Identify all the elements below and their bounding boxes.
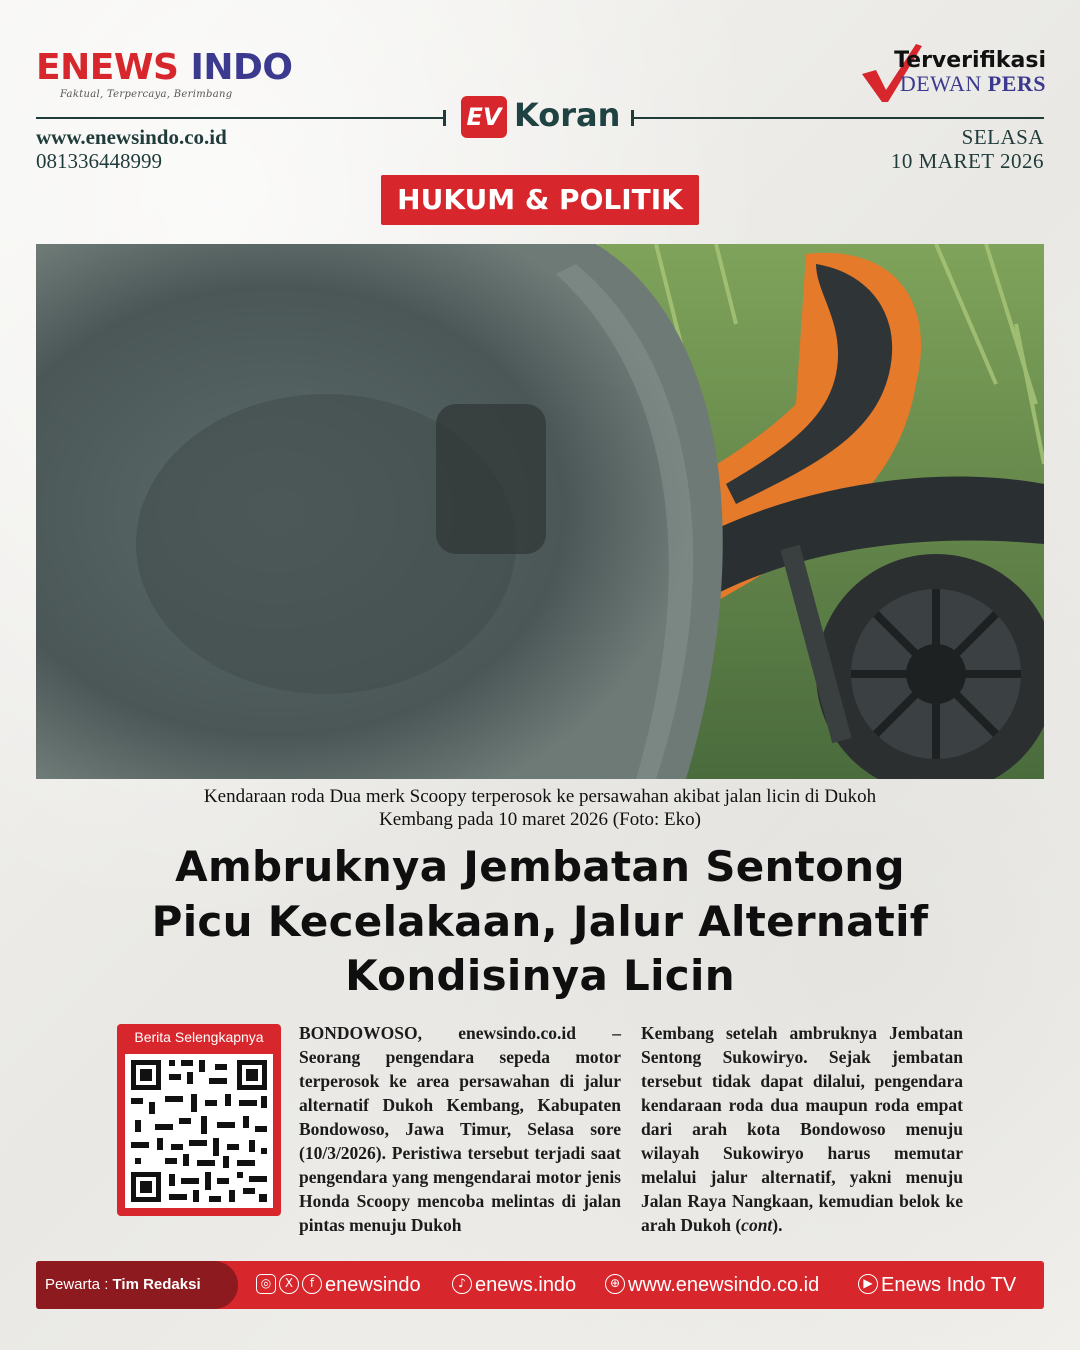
brand-part2: INDO — [190, 47, 293, 88]
caption-line2: Kembang pada 10 maret 2026 (Foto: Eko) — [379, 809, 701, 831]
photo-caption — [60, 785, 1020, 831]
verified-badge — [894, 50, 1046, 95]
caption-line1: Kendaraan roda Dua merk Scoopy terperosok ke persawahan akibat jalan licin di Dukoh — [203, 786, 877, 807]
qr-code[interactable] — [125, 1054, 273, 1208]
headline-line2: Picu Kecelakaan, Jalur Alternatif — [151, 896, 929, 946]
verified-subtitle: DEWAN PERS — [899, 71, 1046, 96]
brand-logo — [36, 47, 293, 88]
header-website[interactable]: www.enewsindo.co.id — [36, 125, 227, 149]
footer-website[interactable]: www.enewsindo.co.id — [628, 1274, 820, 1296]
news-photo — [36, 244, 1044, 779]
category-badge: HUKUM & POLITIK — [381, 175, 699, 225]
youtube-channel[interactable]: Enews Indo TV — [881, 1274, 1017, 1296]
tiktok-link[interactable] — [452, 1261, 576, 1309]
article-column-1: BONDOWOSO, enewsindo.co.id – Seorang pengendara sepeda motor terperosok ke area persawahan di jalur alternatif Dukoh Kembang, Kabupaten Bondowoso, Jawa Timur, Selasa sore (10/3/2026). Peristiwa tersebut terjadi saat pengendara yang mengendarai motor jenis Honda Scoopy mencoba melintas di jalan pintas menuju Dukoh — [299, 1023, 621, 1235]
header-date: 10 MARET 2026 — [890, 149, 1044, 173]
ev-logo-icon: EV — [461, 96, 507, 138]
headline-line1: Ambruknya Jembatan Sentong — [175, 842, 905, 891]
youtube-link[interactable] — [858, 1261, 1016, 1309]
reporter-credit: Pewarta : Tim Redaksi — [36, 1261, 238, 1309]
header-rule-cap-left — [443, 110, 446, 126]
instagram-icon[interactable]: ◎ — [256, 1274, 276, 1294]
brand-part1: ENEWS — [36, 47, 179, 88]
qr-title: Berita Selengkapnya — [134, 1029, 264, 1045]
social-links[interactable] — [256, 1261, 421, 1309]
header-rule-cap-right — [631, 110, 634, 126]
youtube-icon[interactable]: ▶ — [858, 1274, 878, 1294]
facebook-icon[interactable]: f — [302, 1274, 322, 1294]
social-handle[interactable]: enewsindo — [325, 1274, 421, 1296]
brand-tagline: Faktual, Terpercaya, Berimbang — [60, 89, 233, 100]
header-rule-right — [632, 117, 1044, 119]
cont-marker: cont — [741, 1215, 773, 1235]
verified-title: Terverifikasi — [894, 48, 1046, 73]
header-phone: 081336448999 — [36, 149, 162, 173]
article-column-2: Kembang setelah ambruknya Jembatan Sentong Sukowiryo. Sejak jembatan tersebut tidak dapat dilalui, pengendara kendaraan roda dua maupun roda empat dari arah kota Bondowoso menuju wilayah Sukowiryo harus memutar melalui jalur alternatif, yakni menuju Jalan Raya Nangkaan, kemudian belok ke arah Dukoh (cont). — [641, 1023, 963, 1235]
headline-line3: Kondisinya Licin — [345, 951, 735, 1001]
tiktok-handle[interactable]: enews.indo — [475, 1274, 577, 1296]
x-icon[interactable]: X — [279, 1274, 299, 1294]
header-day: SELASA — [961, 125, 1044, 149]
globe-icon[interactable]: ⊕ — [605, 1274, 625, 1294]
website-link[interactable] — [605, 1261, 819, 1309]
article-headline — [60, 840, 1020, 1004]
edition-label: Koran — [514, 96, 621, 134]
header-rule-left — [36, 117, 446, 119]
tiktok-icon[interactable]: ♪ — [452, 1274, 472, 1294]
